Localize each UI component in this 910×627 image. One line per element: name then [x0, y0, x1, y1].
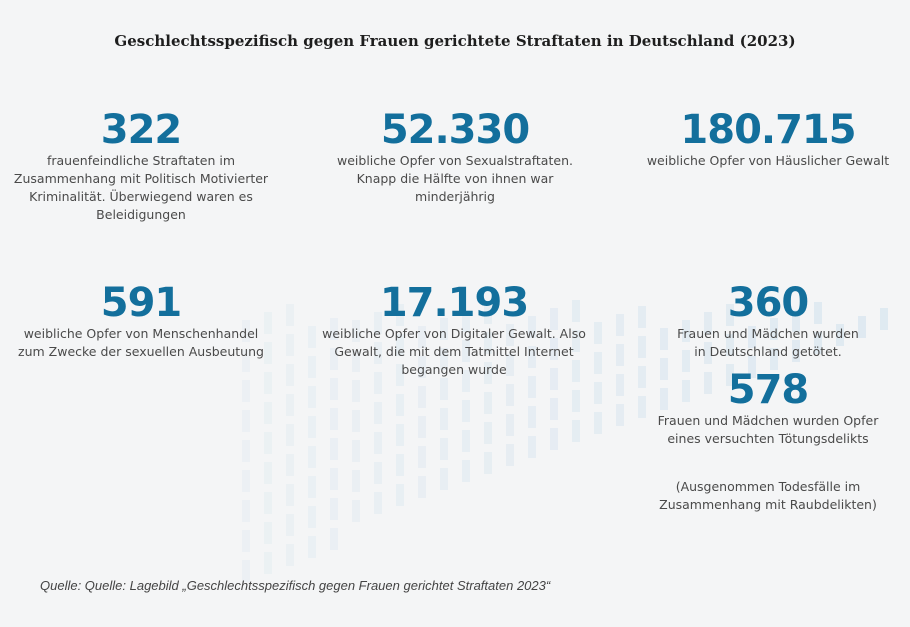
pattern-window	[396, 454, 404, 476]
pattern-window	[550, 428, 558, 450]
pattern-window	[528, 406, 536, 428]
pattern-window	[396, 484, 404, 506]
pattern-window	[286, 334, 294, 356]
pattern-window	[242, 500, 250, 522]
pattern-window	[330, 408, 338, 430]
pattern-window	[374, 492, 382, 514]
pattern-window	[352, 470, 360, 492]
pattern-window	[396, 424, 404, 446]
pattern-window	[264, 402, 272, 424]
pattern-window	[506, 384, 514, 406]
pattern-window	[286, 544, 294, 566]
stat-description: frauenfeindliche Straftaten im Zusammenhang mit Politisch Motivierter Kriminalität. Überwiegend waren es Beleidigungen	[13, 153, 269, 222]
pattern-window	[286, 394, 294, 416]
pattern-window	[330, 498, 338, 520]
pattern-window	[330, 438, 338, 460]
pattern-window	[396, 394, 404, 416]
stat-value: 17.193	[379, 280, 529, 326]
pattern-window	[308, 446, 316, 468]
stat-haeusliche-gewalt	[636, 108, 900, 170]
pattern-window	[242, 440, 250, 462]
pattern-window	[264, 462, 272, 484]
source-citation: Quelle: Quelle: Lagebild „Geschlechtsspezifisch gegen Frauen gerichtet Straftaten 2023“	[40, 578, 551, 593]
pattern-window	[484, 392, 492, 414]
pattern-window	[594, 322, 602, 344]
pattern-window	[572, 390, 580, 412]
stat-getoetet	[648, 281, 888, 361]
pattern-window	[616, 374, 624, 396]
pattern-window	[594, 352, 602, 374]
stat-description: weibliche Opfer von Häuslicher Gewalt	[646, 153, 890, 168]
pattern-window	[418, 446, 426, 468]
pattern-window	[352, 500, 360, 522]
pattern-window	[286, 454, 294, 476]
pattern-window	[638, 306, 646, 328]
pattern-window	[374, 402, 382, 424]
stat-note: (Ausgenommen Todesfälle im Zusammenhang mit Raubdelikten)	[659, 479, 877, 512]
pattern-window	[638, 336, 646, 358]
pattern-window	[286, 424, 294, 446]
pattern-window	[330, 528, 338, 550]
pattern-window	[484, 452, 492, 474]
pattern-window	[352, 440, 360, 462]
pattern-window	[462, 430, 470, 452]
pattern-window	[308, 536, 316, 558]
pattern-window	[440, 468, 448, 490]
stat-value: 52.330	[380, 107, 530, 153]
pattern-window	[308, 476, 316, 498]
stat-pmk	[10, 108, 272, 224]
stat-value: 322	[100, 107, 182, 153]
pattern-window	[308, 386, 316, 408]
pattern-window	[264, 432, 272, 454]
pattern-window	[528, 436, 536, 458]
pattern-window	[286, 364, 294, 386]
pattern-window	[330, 378, 338, 400]
stat-menschenhandel	[10, 281, 272, 361]
stat-versuchte-toetung	[640, 368, 896, 514]
pattern-window	[264, 492, 272, 514]
pattern-window	[308, 356, 316, 378]
pattern-window	[616, 314, 624, 336]
pattern-window	[418, 386, 426, 408]
pattern-window	[462, 460, 470, 482]
pattern-window	[352, 380, 360, 402]
stat-sexualstraftaten	[330, 108, 580, 206]
pattern-window	[308, 326, 316, 348]
stat-description: Frauen und Mädchen wurden Opfer eines versuchten Tötungsdelikts	[657, 413, 879, 446]
stat-description: weibliche Opfer von Digitaler Gewalt. Also Gewalt, die mit dem Tatmittel Internet begangen wurde	[322, 326, 586, 377]
pattern-window	[308, 506, 316, 528]
pattern-window	[462, 400, 470, 422]
pattern-window	[286, 514, 294, 536]
pattern-window	[242, 470, 250, 492]
pattern-window	[242, 530, 250, 552]
pattern-window	[572, 420, 580, 442]
pattern-window	[550, 398, 558, 420]
pattern-window	[352, 410, 360, 432]
pattern-window	[506, 444, 514, 466]
stat-digitale-gewalt	[322, 281, 586, 379]
pattern-window	[264, 522, 272, 544]
stat-value: 180.715	[680, 107, 856, 153]
pattern-window	[264, 372, 272, 394]
pattern-window	[506, 414, 514, 436]
pattern-window	[264, 552, 272, 574]
pattern-window	[374, 432, 382, 454]
pattern-window	[528, 376, 536, 398]
pattern-window	[440, 408, 448, 430]
stat-description: Frauen und Mädchen wurden in Deutschland getötet.	[677, 326, 859, 359]
pattern-window	[594, 412, 602, 434]
stat-value: 578	[727, 367, 809, 413]
stat-value: 360	[727, 280, 809, 326]
pattern-window	[616, 344, 624, 366]
pattern-window	[286, 304, 294, 326]
pattern-window	[374, 462, 382, 484]
pattern-window	[594, 382, 602, 404]
pattern-window	[330, 468, 338, 490]
pattern-window	[484, 422, 492, 444]
pattern-window	[440, 438, 448, 460]
pattern-window	[242, 380, 250, 402]
pattern-window	[616, 404, 624, 426]
pattern-window	[440, 378, 448, 400]
stat-description: weibliche Opfer von Sexualstraftaten. Knapp die Hälfte von ihnen war minderjährig	[337, 153, 573, 204]
pattern-window	[308, 416, 316, 438]
pattern-window	[418, 416, 426, 438]
stat-value: 591	[100, 280, 182, 326]
pattern-window	[286, 484, 294, 506]
pattern-window	[242, 410, 250, 432]
stat-description: weibliche Opfer von Menschenhandel zum Zwecke der sexuellen Ausbeutung	[18, 326, 264, 359]
infographic-title: Geschlechtsspezifisch gegen Frauen gerichtete Straftaten in Deutschland (2023)	[114, 32, 796, 50]
pattern-window	[418, 476, 426, 498]
